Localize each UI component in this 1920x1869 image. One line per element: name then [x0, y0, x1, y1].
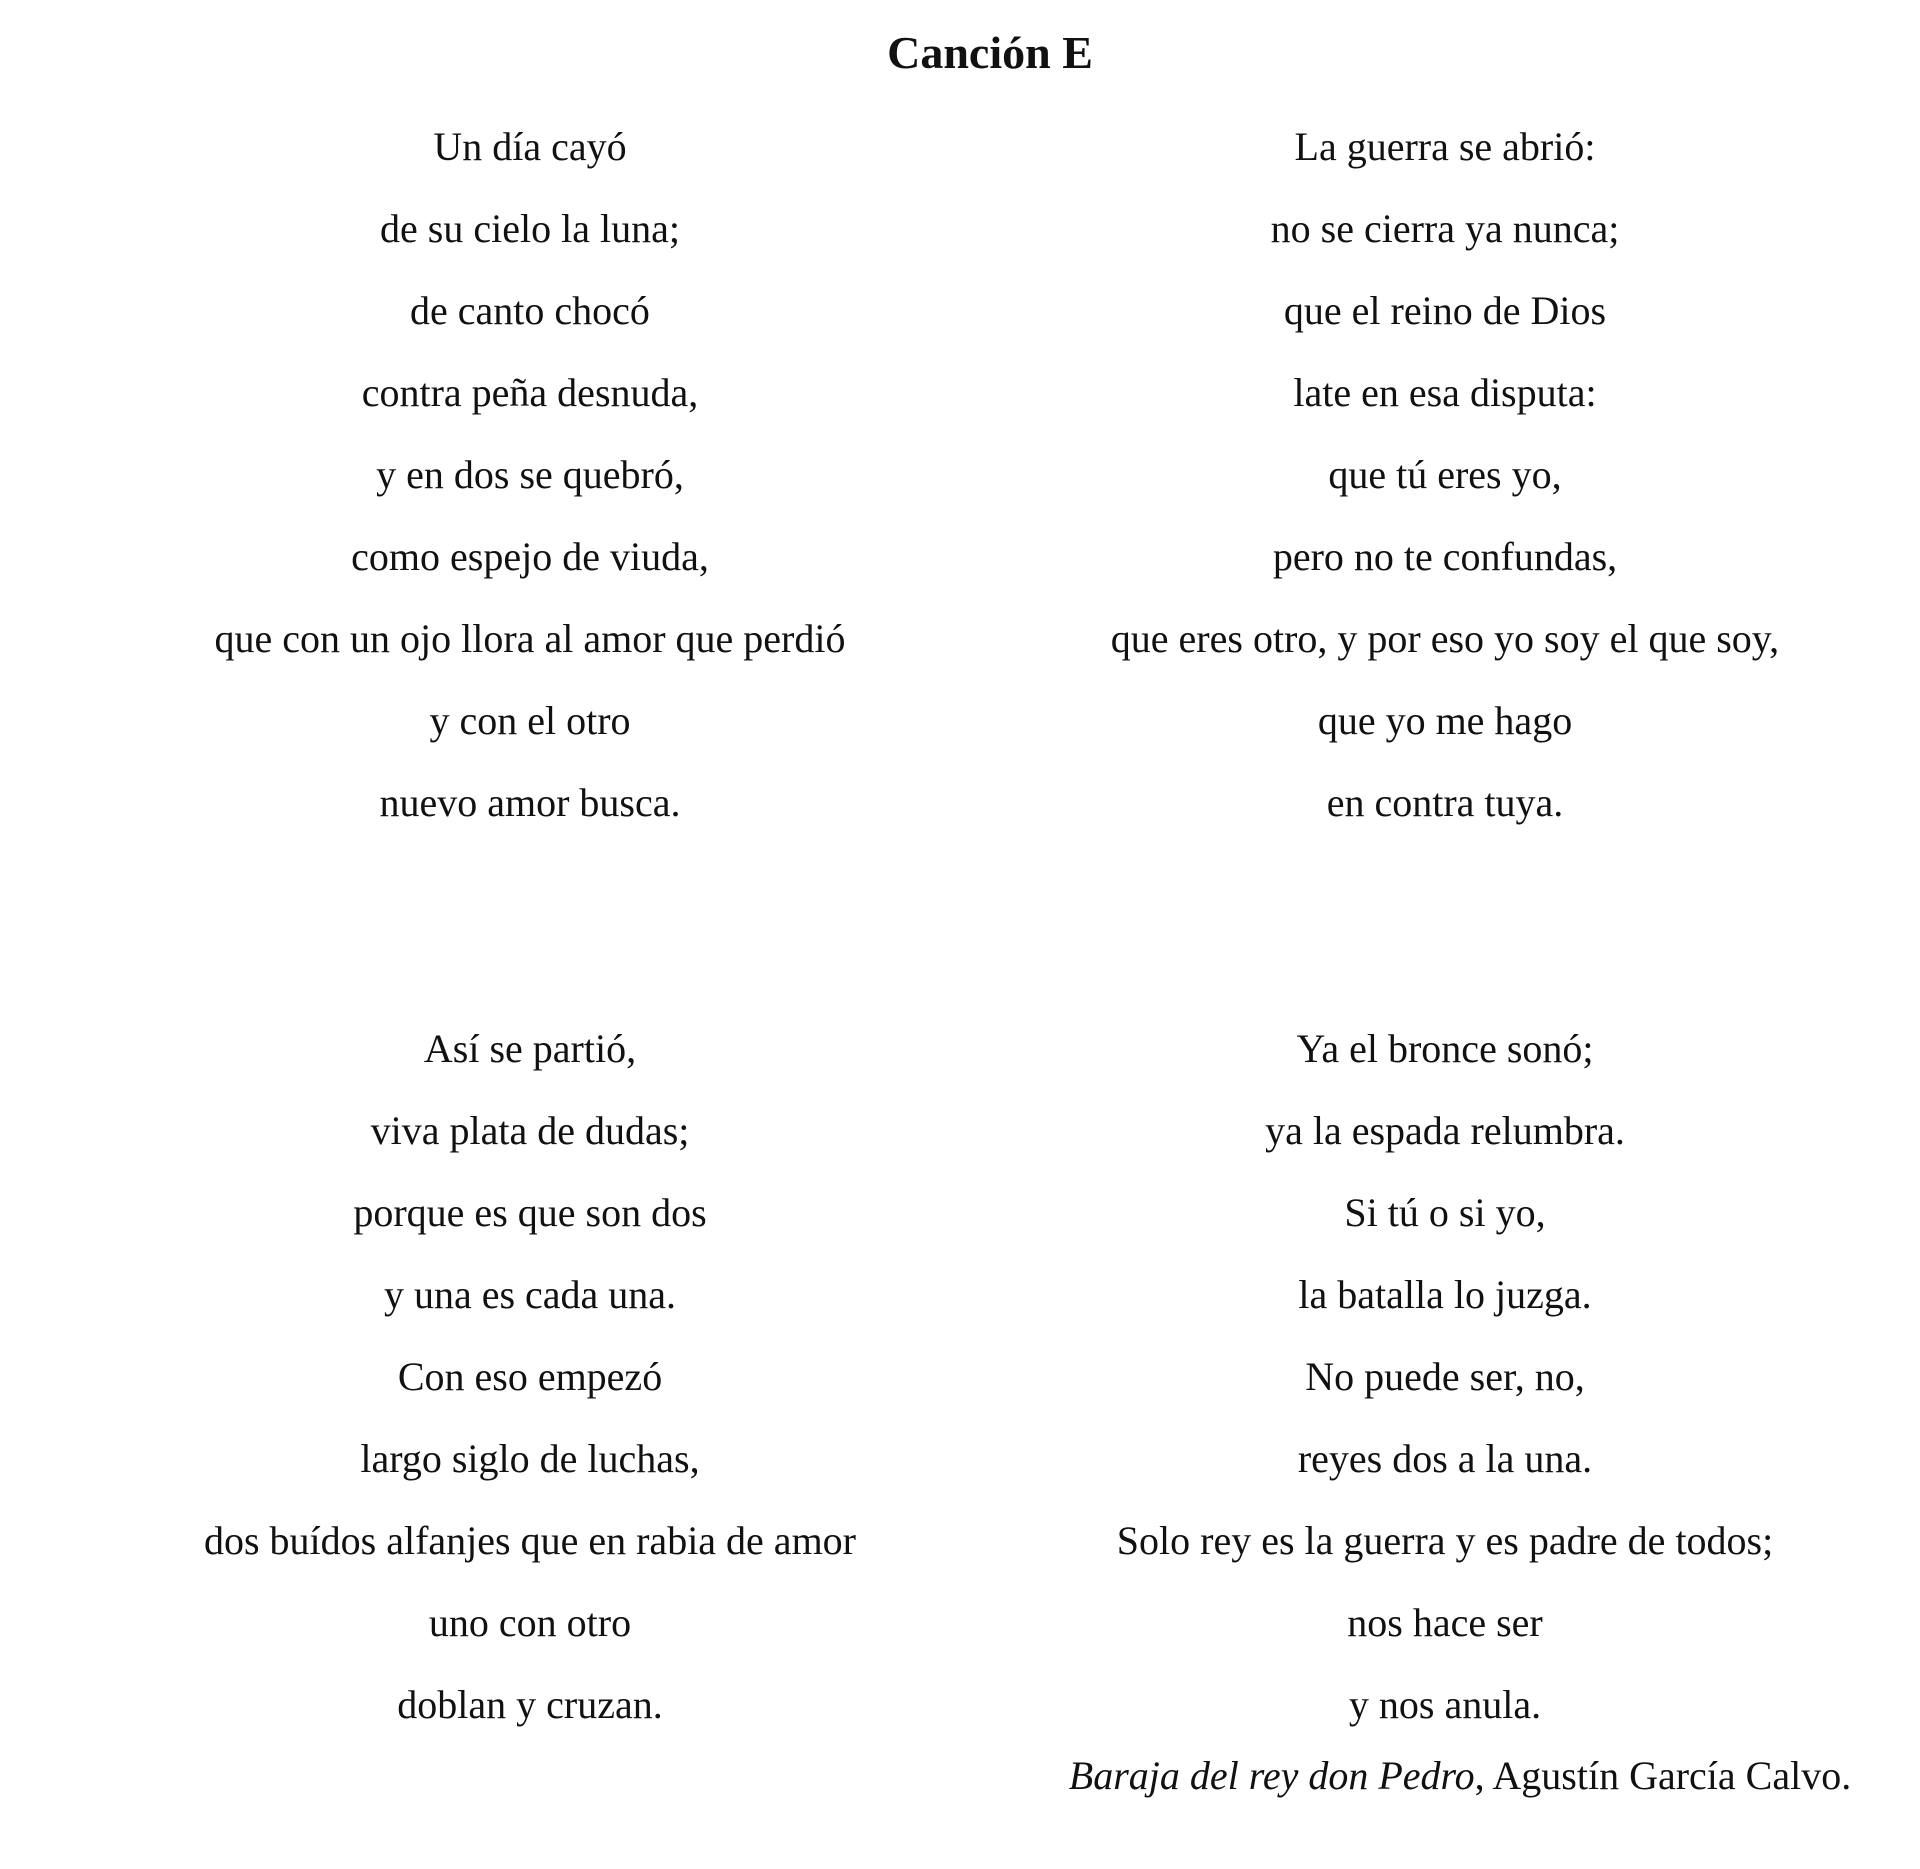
verse-line: Así se partió,: [423, 1026, 637, 1071]
verse-line: uno con otro: [428, 1600, 632, 1645]
verse-line: y en dos se quebró,: [376, 452, 684, 497]
author-name: Agustín García Calvo.: [1492, 1753, 1852, 1798]
verse-line: que con un ojo llora al amor que perdió: [214, 616, 846, 661]
right-column: [1035, 106, 1855, 1746]
verse-line: en contra tuya.: [1326, 780, 1564, 825]
verse-line: nos hace ser: [1347, 1600, 1543, 1645]
verse-line: Solo rey es la guerra y es padre de todos;: [1116, 1518, 1774, 1563]
verse-line: La guerra se abrió:: [1294, 124, 1596, 169]
verse-line: contra peña desnuda,: [361, 370, 699, 415]
verse-line: porque es que son dos: [353, 1190, 707, 1235]
verse-line: Si tú o si yo,: [1344, 1190, 1546, 1235]
verse-line: y una es cada una.: [383, 1272, 677, 1317]
left-column: [120, 106, 940, 1746]
verse-line: no se cierra ya nunca;: [1270, 206, 1620, 251]
work-title: Baraja del rey don Pedro: [1068, 1753, 1475, 1798]
verse-line: que tú eres yo,: [1328, 452, 1562, 497]
verse-line: que eres otro, y por eso yo soy el que soy,: [1110, 616, 1780, 661]
verse-line: pero no te confundas,: [1272, 534, 1618, 579]
stanza: [1035, 1008, 1855, 1746]
verse-line: viva plata de dudas;: [370, 1108, 690, 1153]
verse-line: la batalla lo juzga.: [1298, 1272, 1592, 1317]
verse-line: largo siglo de luchas,: [360, 1436, 700, 1481]
verse-line: que el reino de Dios: [1283, 288, 1607, 333]
verse-line: late en esa disputa:: [1293, 370, 1597, 415]
verse-line: doblan y cruzan.: [397, 1682, 663, 1727]
verse-line: No puede ser, no,: [1305, 1354, 1585, 1399]
poem-title: Canción E: [887, 27, 1093, 78]
verse-line: reyes dos a la una.: [1297, 1436, 1593, 1481]
verse-line: ya la espada relumbra.: [1265, 1108, 1625, 1153]
verse-line: como espejo de viuda,: [351, 534, 709, 579]
stanza: [1035, 106, 1855, 844]
verse-line: de canto chocó: [410, 288, 650, 333]
verse-line: Ya el bronce sonó;: [1296, 1026, 1594, 1071]
verse-line: dos buídos alfanjes que en rabia de amor: [203, 1518, 856, 1563]
verse-line: y con el otro: [429, 698, 631, 743]
verse-line: Con eso empezó: [397, 1354, 663, 1399]
verse-line: que yo me hago: [1317, 698, 1573, 743]
attribution: [1000, 1746, 1920, 1806]
verse-line: nuevo amor busca.: [379, 780, 681, 825]
stanza: [120, 106, 940, 844]
verse-line: y nos anula.: [1348, 1682, 1542, 1727]
verse-line: Un día cayó: [433, 124, 627, 169]
verse-line: de su cielo la luna;: [380, 206, 680, 251]
stanza: [120, 1008, 940, 1746]
attribution-separator: ,: [1474, 1753, 1493, 1798]
